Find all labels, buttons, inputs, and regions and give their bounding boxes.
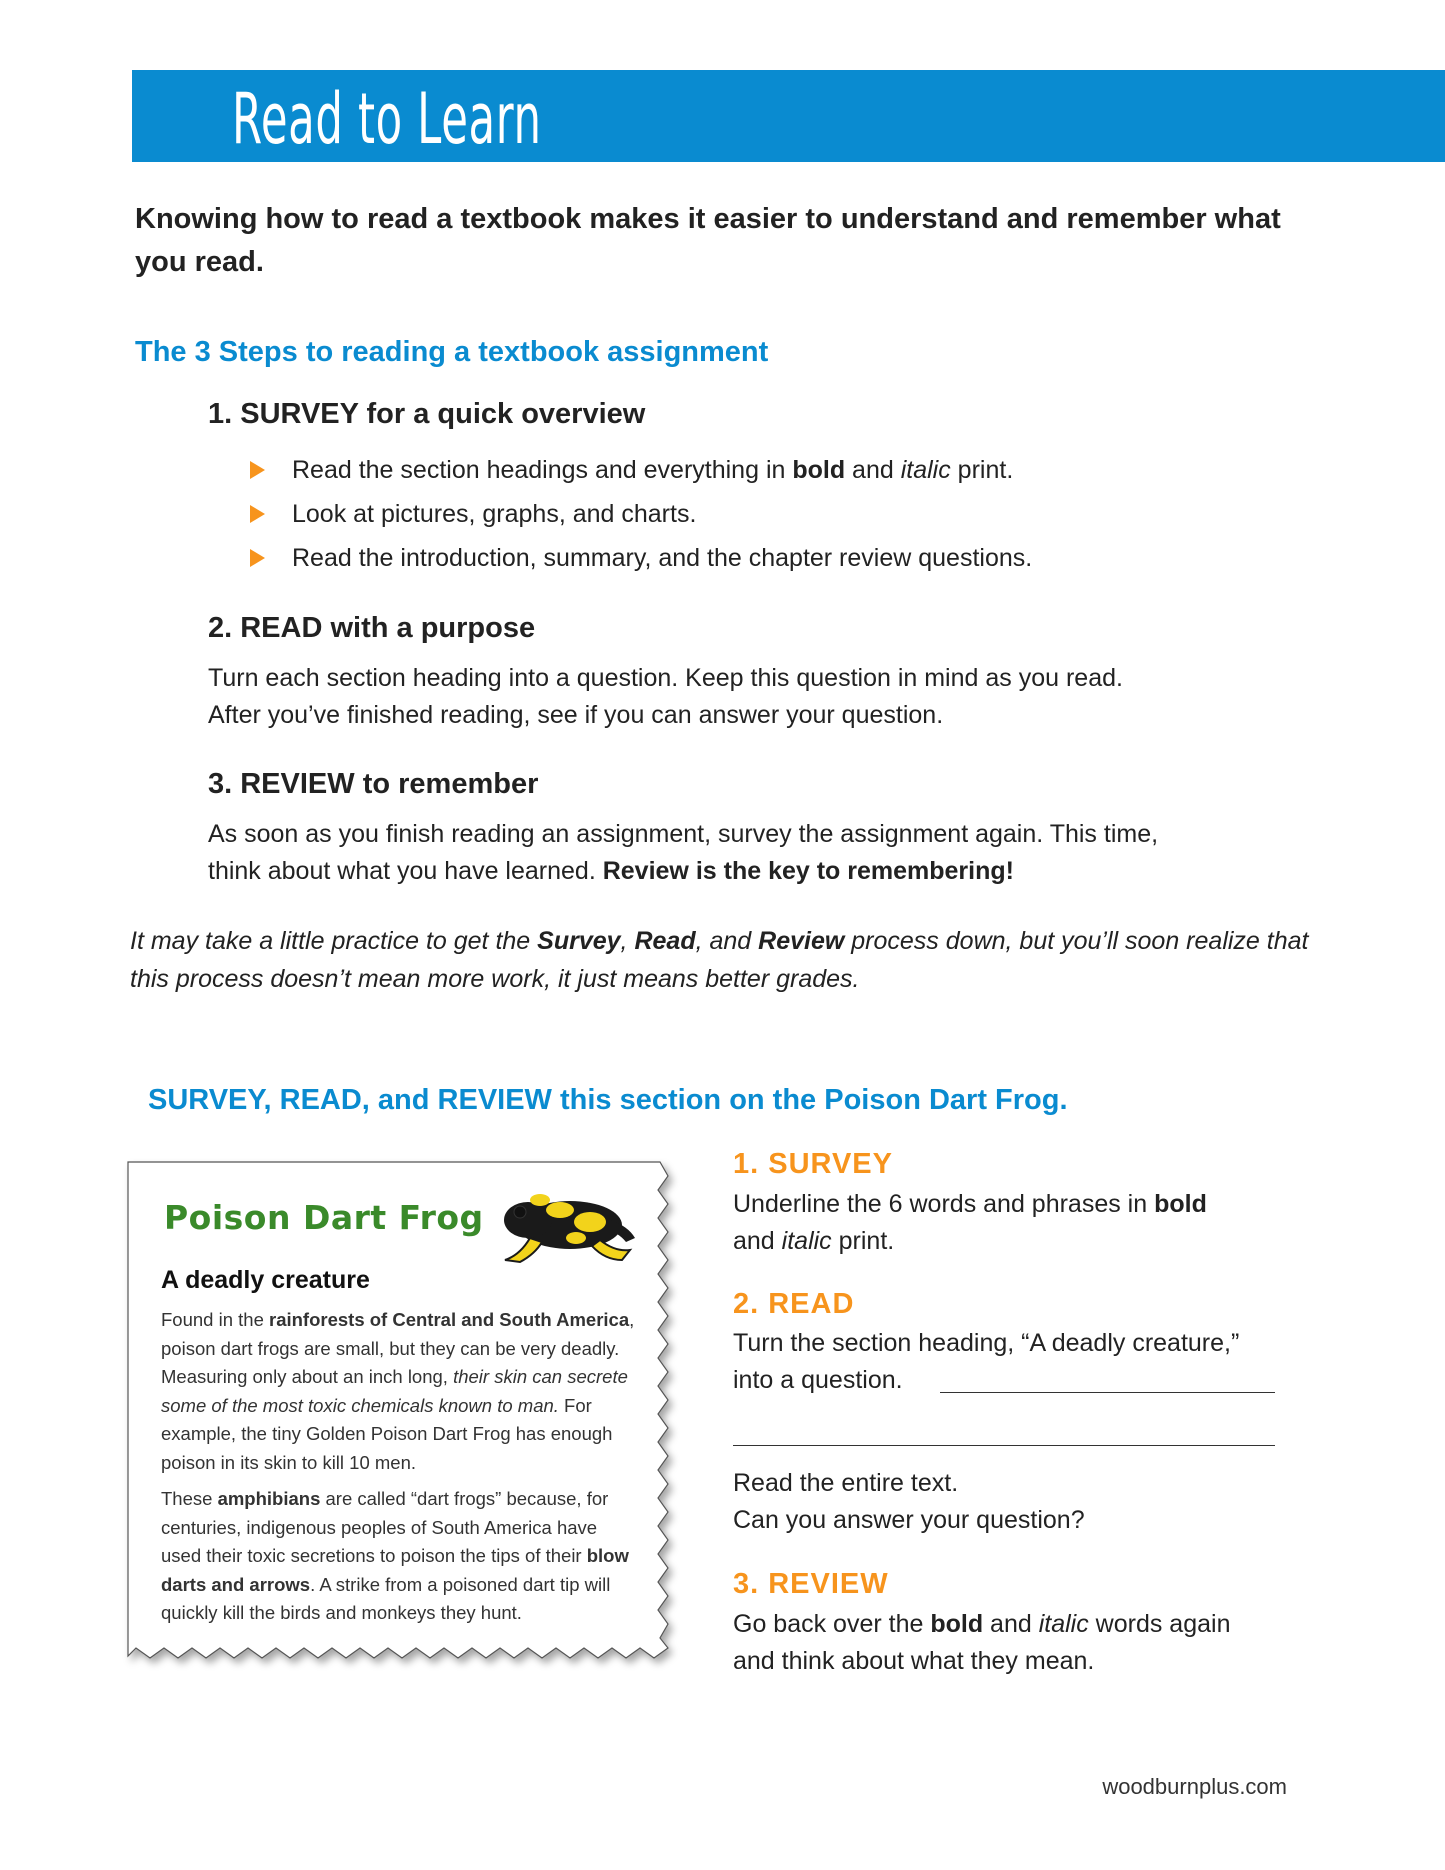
page-title: Read to Learn <box>232 78 542 160</box>
step3-title: 3. REVIEW to remember <box>208 768 539 800</box>
frog-image <box>490 1180 640 1270</box>
list-item: Read the introduction, summary, and the chapter review questions. <box>250 536 1032 580</box>
activity-review-text: Go back over the bold and italic words again and think about what they mean. <box>733 1610 1231 1675</box>
bullet-arrow-icon <box>250 505 265 523</box>
bullet-arrow-icon <box>250 461 265 479</box>
steps-heading: The 3 Steps to reading a textbook assignment <box>135 336 769 368</box>
frog-paragraph-1: Found in the rainforests of Central and South America, poison dart frogs are small, but they can be very deadly. Measuring only about an inch long, their skin can secrete some of the most toxic chemicals known to man. For example, the tiny Golden Poison Dart Frog has enough poison in its skin to kill 10 men. <box>161 1309 635 1473</box>
step2-text: Turn each section heading into a question. Keep this question in mind as you read. After you’ve finished reading, see if you can answer your question. <box>208 664 1123 729</box>
survey-bullet-list <box>250 448 1032 580</box>
step1-title: 1. SURVEY for a quick overview <box>208 398 646 430</box>
list-item: Read the section headings and everything in bold and italic print. <box>250 448 1032 492</box>
activity-review-heading: 3. REVIEW <box>733 1568 889 1600</box>
activity-survey-heading: 1. SURVEY <box>733 1148 893 1180</box>
footer-url: woodburnplus.com <box>1102 1774 1287 1799</box>
frog-article-title: Poison Dart Frog <box>164 1198 484 1237</box>
step3-text: As soon as you finish reading an assignment, survey the assignment again. This time, think about what you have learned. Review is the key to remembering! <box>208 820 1159 885</box>
section-heading: SURVEY, READ, and REVIEW this section on the Poison Dart Frog. <box>148 1084 1068 1116</box>
title-banner <box>132 70 1445 162</box>
bullet-arrow-icon <box>250 549 265 567</box>
closing-note: It may take a little practice to get the Survey, Read, and Review process down, but you’ll soon realize that this process doesn’t mean more work, it just means better grades. <box>130 927 1309 993</box>
answer-blank-line-2[interactable] <box>733 1445 1275 1446</box>
activity-read-text: Turn the section heading, “A deadly creature,” into a question. <box>733 1329 1240 1394</box>
list-item: Look at pictures, graphs, and charts. <box>250 492 1032 536</box>
answer-blank-line-1[interactable] <box>940 1392 1275 1393</box>
activity-survey-text: Underline the 6 words and phrases in bold and italic print. <box>733 1190 1207 1255</box>
step2-title: 2. READ with a purpose <box>208 612 536 644</box>
activity-read-text-2: Read the entire text. Can you answer your question? <box>733 1469 1085 1534</box>
frog-article-subheading: A deadly creature <box>161 1266 370 1294</box>
activity-read-heading: 2. READ <box>733 1288 855 1320</box>
intro-text: Knowing how to read a textbook makes it easier to understand and remember what you read. <box>135 203 1281 278</box>
frog-paragraph-2: These amphibians are called “dart frogs” because, for centuries, indigenous peoples of South America have used their toxic secretions to poison the tips of their blow darts and arrows. A strike from a poisoned dart tip will quickly kill the birds and monkeys they hunt. <box>161 1488 629 1623</box>
